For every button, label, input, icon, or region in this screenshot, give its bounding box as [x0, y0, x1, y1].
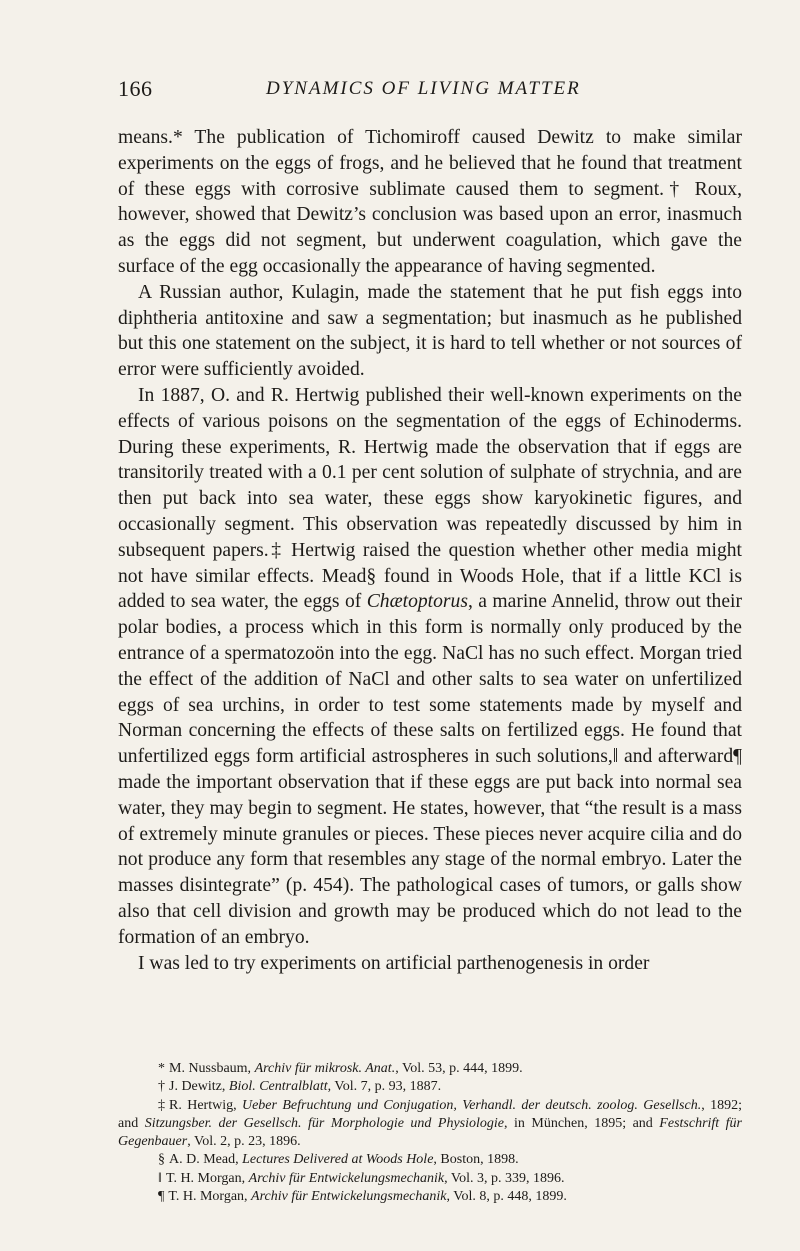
footnote-5: ‖ T. H. Morgan, Archiv für Entwickelungsmechanik, Vol. 3, p. 339, 1896. [118, 1170, 742, 1188]
footnotes [118, 1060, 742, 1206]
footnote-mark: ¶ [158, 1189, 165, 1205]
footnote-mark: † [158, 1079, 165, 1095]
footnote-3: ‡ R. Hertwig, Ueber Befruchtung und Conjugation, Verhandl. der deutsch. zoolog. Gesellsch., 1892; and Sitzungsber. der Gesellsch. für Morphologie und Physiologie, in München, 1895; and Festschrift für Gegenbauer, Vol. 2, p. 23, 1896. [118, 1097, 743, 1150]
footnote-mark: * [158, 1061, 165, 1076]
paragraph-2: A Russian author, Kulagin, made the statement that he put fish eggs into diphtheria antitoxine and saw a segmentation; but inasmuch as he published but this one statement on the subject, it is hard to tell whether or not sources of error were sufficiently avoided. [118, 281, 742, 381]
paragraph-3 [118, 383, 742, 951]
footnote-1: * M. Nussbaum, Archiv für mikrosk. Anat., Vol. 53, p. 444, 1899. [118, 1060, 742, 1078]
footnote-6: ¶ T. H. Morgan, Archiv für Entwickelungsmechanik, Vol. 8, p. 448, 1899. [118, 1188, 742, 1206]
paragraph-3-text-b: , a marine Annelid, throw out their polar bodies, a process which in this form is normally only produced by the entrance of a spermatozoön into the egg. NaCl has no such effect. Morgan tried the effect of the addition of NaCl and other salts to sea water on unfertilized eggs of sea urchins, in order to test some statements made by myself and Norman concerning the effects of these salts on fertilized eggs. He found that unfertilized eggs form artificial astrospheres in such solutions,‖ and afterward¶ made the important observation that if these eggs are put back into normal sea water, they may begin to segment. He states, however, that “the result is a mass of extremely minute granules or pieces. These pieces never acquire cilia and do not produce any form that resembles any stage of the normal embryo. Later the masses disintegrate” (p. 454). The pathological cases of tumors, or galls show also that cell division and growth may be produced which do not lead to the formation of an embryo. [118, 591, 743, 948]
paragraph-1: means.* The publication of Tichomiroff caused Dewitz to make similar experiments on the eggs of frogs, and he believed that he found that treatment of these eggs with corrosive sublimate caused them to segment.† Roux, however, showed that Dewitz’s conclusion was based upon an error, inasmuch as the eggs did not segment, but underwent coagulation, which gave the surface of the egg occasionally the appearance of having segmented. [118, 127, 742, 277]
footnote-4: § A. D. Mead, Lectures Delivered at Woods Hole, Boston, 1898. [118, 1151, 742, 1169]
footnote-mark: § [158, 1152, 165, 1168]
paragraph-3-text-a: In 1887, O. and R. Hertwig published their well-known experiments on the effects of various poisons on the segmentation of the eggs of Echinoderms. During these experiments, R. Hertwig made the observation that if eggs are transitorily treated with a 0.1 per cent solution of sulphate of strychnia, and are then put back into sea water, these eggs show karyokinetic figures, and occasionally segment. This observation was repeatedly discussed by him in subsequent papers.‡ Hertwig raised the question whether other media might not have similar effects. Mead§ found in Woods Hole, that if a little KCl is added to sea water, the eggs of [118, 384, 742, 613]
running-title: DYNAMICS OF LIVING MATTER [266, 78, 581, 99]
footnote-mark: ‡ [158, 1097, 165, 1113]
paragraph-4: I was led to try experiments on artificial parthenogenesis in order [138, 952, 650, 974]
footnote-2: † J. Dewitz, Biol. Centralblatt, Vol. 7, p. 93, 1887. [118, 1078, 742, 1096]
body-text [118, 125, 742, 976]
page-number: 166 [118, 76, 153, 101]
footnote-mark: ‖ [158, 1170, 162, 1186]
page-header [118, 76, 742, 106]
species-name: Chætoptorus [366, 591, 468, 613]
